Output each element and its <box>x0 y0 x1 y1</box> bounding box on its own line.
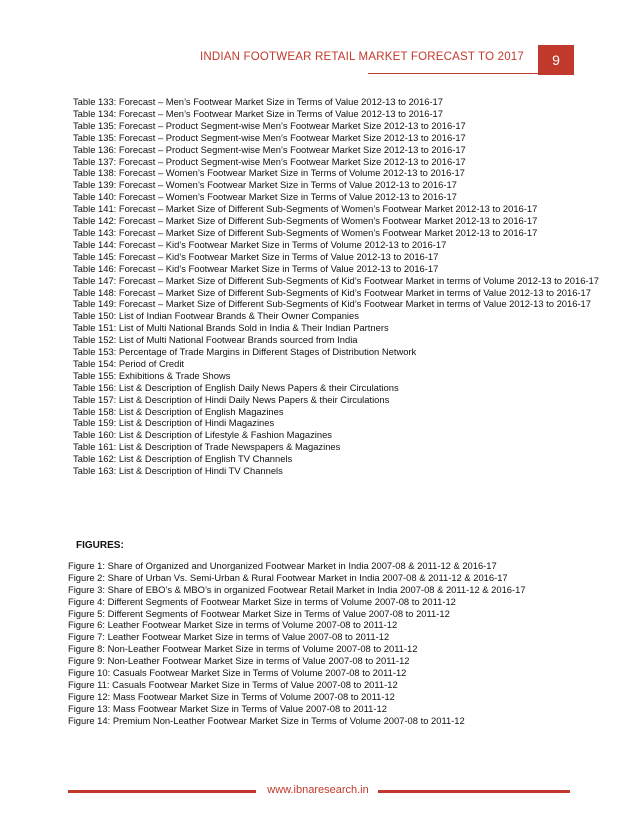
table-list-item: Table 155: Exhibitions & Trade Shows <box>73 369 231 381</box>
table-list-item: Table 163: List & Description of Hindi TV Channels <box>73 465 283 477</box>
figure-list-item: Figure 14: Premium Non-Leather Footwear Market Size in Terms of Volume 2007-08 to 2011-12 <box>68 714 465 726</box>
figures-heading: FIGURES: <box>76 540 124 551</box>
table-list-item: Table 135: Forecast – Product Segment-wise Men’s Footwear Market Size 2012-13 to 2016-17 <box>73 131 466 143</box>
table-list-item: Table 140: Forecast – Women’s Footwear Market Size in Terms of Value 2012-13 to 2016-17 <box>73 191 457 203</box>
figure-list-item: Figure 9: Non-Leather Footwear Market Size in terms of Value 2007-08 to 2011-12 <box>68 655 410 667</box>
page-number: 9 <box>538 45 574 75</box>
page-footer <box>0 782 638 802</box>
table-list-item: Table 144: Forecast – Kid’s Footwear Market Size in Terms of Volume 2012-13 to 2016-17 <box>73 238 447 250</box>
table-list-item: Table 153: Percentage of Trade Margins in Different Stages of Distribution Network <box>73 346 417 358</box>
figure-list-item: Figure 11: Casuals Footwear Market Size in Terms of Value 2007-08 to 2011-12 <box>68 678 398 690</box>
table-list-item: Table 149: Forecast – Market Size of Different Sub-Segments of Kid’s Footwear Market in terms of Value 2012-13 to 2016-17 <box>73 298 591 310</box>
table-list-item: Table 133: Forecast – Men’s Footwear Market Size in Terms of Value 2012-13 to 2016-17 <box>73 96 443 107</box>
footer-rule-right <box>378 790 570 793</box>
table-list-item: Table 141: Forecast – Market Size of Different Sub-Segments of Women’s Footwear Market 2012-13 to 2016-17 <box>73 203 538 215</box>
table-list-item: Table 150: List of Indian Footwear Brands & Their Owner Companies <box>73 310 359 322</box>
table-list-item: Table 137: Forecast – Product Segment-wise Men’s Footwear Market Size 2012-13 to 2016-17 <box>73 155 466 167</box>
page-header <box>0 45 638 75</box>
figure-list-item: Figure 13: Mass Footwear Market Size in Terms of Value 2007-08 to 2011-12 <box>68 702 387 714</box>
table-list-item: Table 143: Forecast – Market Size of Different Sub-Segments of Women’s Footwear Market 2012-13 to 2016-17 <box>73 226 538 238</box>
figure-list-item: Figure 5: Different Segments of Footwear Market Size in Terms of Value 2007-08 to 2011-12 <box>68 607 450 619</box>
table-list-item: Table 139: Forecast – Women’s Footwear Market Size in Terms of Value 2012-13 to 2016-17 <box>73 179 457 191</box>
figure-list-item: Figure 10: Casuals Footwear Market Size in Terms of Volume 2007-08 to 2011-12 <box>68 667 407 679</box>
table-list-item: Table 157: List & Description of Hindi Daily News Papers & their Circulations <box>73 393 390 405</box>
table-list-item: Table 162: List & Description of English TV Channels <box>73 453 293 465</box>
figure-list-item: Figure 1: Share of Organized and Unorganized Footwear Market in India 2007-08 & 2011-12 & 2016-17 <box>68 559 497 571</box>
table-list-item: Table 145: Forecast – Kid’s Footwear Market Size in Terms of Value 2012-13 to 2016-17 <box>73 250 439 262</box>
table-list-item: Table 161: List & Description of Trade Newspapers & Magazines <box>73 441 341 453</box>
table-list-item: Table 147: Forecast – Market Size of Different Sub-Segments of Kid’s Footwear Market in terms of Volume 2012-13 to 2016-17 <box>73 274 599 286</box>
table-list-item: Table 154: Period of Credit <box>73 357 185 369</box>
figures-list <box>68 560 598 727</box>
figure-list-item: Figure 12: Mass Footwear Market Size in Terms of Volume 2007-08 to 2011-12 <box>68 690 395 702</box>
table-list-item: Table 148: Forecast – Market Size of Different Sub-Segments of Kid’s Footwear Market in terms of Value 2012-13 to 2016-17 <box>73 286 591 298</box>
report-title: INDIAN FOOTWEAR RETAIL MARKET FORECAST TO 2017 <box>199 51 524 63</box>
table-list-item: Table 156: List & Description of English Daily News Papers & their Circulations <box>73 381 399 393</box>
table-list-item: Table 135: Forecast – Product Segment-wise Men’s Footwear Market Size 2012-13 to 2016-17 <box>73 119 466 131</box>
figure-list-item: Figure 6: Leather Footwear Market Size in terms of Volume 2007-08 to 2011-12 <box>68 619 398 631</box>
figure-list-item: Figure 3: Share of EBO’s & MBO’s in organized Footwear Retail Market in India 2007-08 & 2011-12 & 2016-17 <box>68 583 526 595</box>
table-list-item: Table 136: Forecast – Product Segment-wise Men’s Footwear Market Size 2012-13 to 2016-17 <box>73 143 466 155</box>
table-list-item: Table 134: Forecast – Men’s Footwear Market Size in Terms of Value 2012-13 to 2016-17 <box>73 107 443 119</box>
table-list-item: Table 159: List & Description of Hindi Magazines <box>73 417 275 429</box>
table-list-item: Table 151: List of Multi National Brands Sold in India & Their Indian Partners <box>73 322 389 334</box>
figure-list-item: Figure 8: Non-Leather Footwear Market Size in terms of Volume 2007-08 to 2011-12 <box>68 643 418 655</box>
website-link[interactable]: www.ibnaresearch.in <box>267 784 369 796</box>
table-list-item: Table 158: List & Description of English Magazines <box>73 405 284 417</box>
figure-list-item: Figure 2: Share of Urban Vs. Semi-Urban & Rural Footwear Market in India 2007-08 & 2011-12 & 2016-17 <box>68 571 508 583</box>
footer-rule-left <box>68 790 256 793</box>
figures-section <box>68 540 598 727</box>
table-list-item: Table 138: Forecast – Women’s Footwear Market Size in Terms of Volume 2012-13 to 2016-17 <box>73 167 465 179</box>
table-list-item: Table 142: Forecast – Market Size of Different Sub-Segments of Women’s Footwear Market 2012-13 to 2016-17 <box>73 215 538 227</box>
figure-list-item: Figure 4: Different Segments of Footwear Market Size in terms of Volume 2007-08 to 2011-12 <box>68 595 456 607</box>
tables-list <box>73 96 603 477</box>
table-list-item: Table 152: List of Multi National Footwear Brands sourced from India <box>73 334 358 346</box>
header-rule <box>368 73 538 74</box>
table-list-item: Table 146: Forecast – Kid’s Footwear Market Size in Terms of Value 2012-13 to 2016-17 <box>73 262 439 274</box>
table-list-item: Table 160: List & Description of Lifestyle & Fashion Magazines <box>73 429 332 441</box>
figure-list-item: Figure 7: Leather Footwear Market Size in terms of Value 2007-08 to 2011-12 <box>68 631 390 643</box>
